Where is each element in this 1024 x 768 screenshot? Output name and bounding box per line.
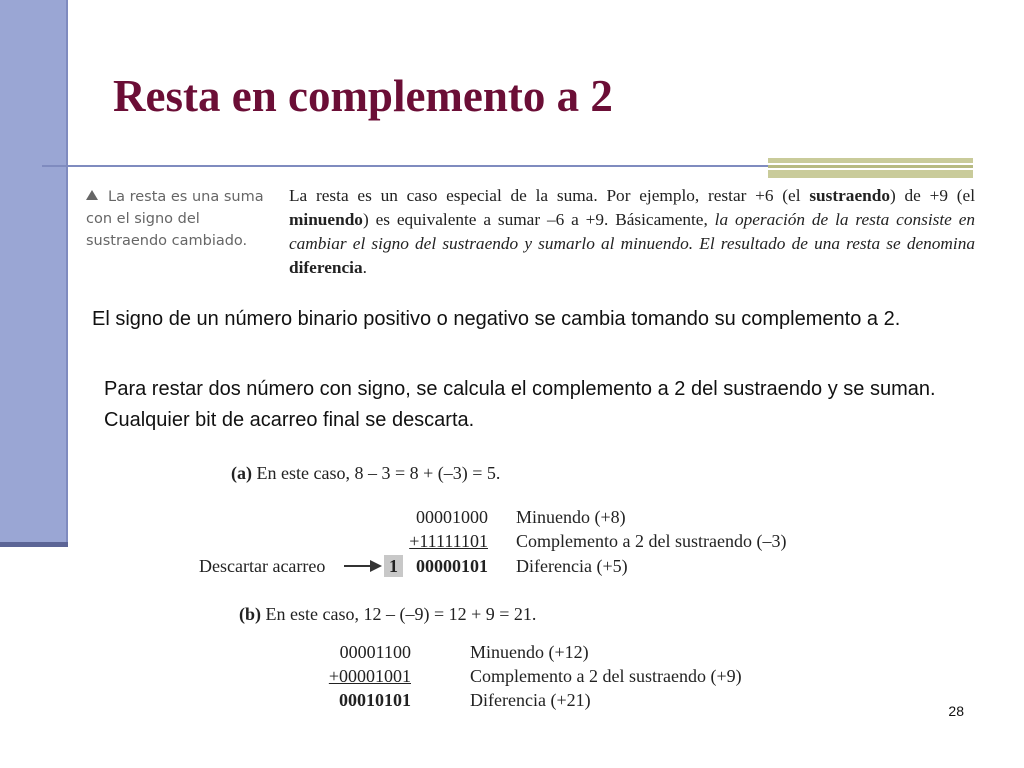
example-b-minuend-desc: Minuendo (+12) <box>470 642 589 662</box>
book-text-segment: ) es equivalente a sumar –6 a +9. Básicamente, <box>362 210 715 229</box>
example-a-label: (a) <box>231 463 252 483</box>
slide-title: Resta en complemento a 2 <box>113 71 613 121</box>
example-a-subtrahend-desc: Complemento a 2 del sustraendo (–3) <box>516 531 787 551</box>
example-b-label: (b) <box>239 604 261 624</box>
example-b-minuend: 00001100 <box>339 642 411 662</box>
page-number: 28 <box>948 703 964 719</box>
book-text-segment: ) de +9 (el <box>889 186 975 205</box>
example-a-heading-text: En este caso, 8 – 3 = 8 + (–3) = 5. <box>256 463 501 483</box>
example-b-subtrahend: +00001001 <box>328 666 411 686</box>
side-note-text: La resta es una suma con el signo del sustraendo cambiado. <box>86 189 264 249</box>
book-text-segment: la operación de la resta consiste en cambiar el signo del sustraendo y sumarlo al minuendo. El resultado de una resta se denomina <box>289 210 976 253</box>
book-excerpt-paragraph <box>289 184 975 280</box>
book-text-segment: . <box>362 258 367 277</box>
book-text-segment: sustraendo <box>809 186 890 205</box>
left-band-shadow <box>0 542 68 547</box>
example-a-heading <box>231 463 500 484</box>
example-b-heading-text: En este caso, 12 – (–9) = 12 + 9 = 21. <box>265 604 537 624</box>
example-b-result-desc: Diferencia (+21) <box>470 690 591 710</box>
example-a-carry-bit: 1 <box>384 555 403 577</box>
example-a-result-desc: Diferencia (+5) <box>516 556 628 576</box>
example-b-subtrahend-desc: Complemento a 2 del sustraendo (+9) <box>470 666 742 686</box>
left-decorative-band <box>0 0 68 546</box>
paragraph-sign-change: El signo de un número binario positivo o negativo se cambia tomando su complemento a 2. <box>92 308 901 330</box>
accent-bar <box>768 158 973 178</box>
example-a-subtrahend: +11111101 <box>409 531 488 551</box>
book-text-segment: minuendo <box>289 210 363 229</box>
book-text-segment: diferencia <box>289 258 363 277</box>
example-a-minuend: 00001000 <box>416 507 488 527</box>
example-a-result: 00000101 <box>416 556 488 576</box>
paragraph-subtraction-method: Para restar dos número con signo, se calcula el complemento a 2 del sustraendo y se suman. Cualquier bit de acarreo final se descarta. <box>104 378 936 431</box>
example-a-carry-label: Descartar acarreo <box>199 556 326 576</box>
example-b-heading <box>239 604 536 625</box>
book-side-note <box>86 186 276 252</box>
example-b-result: 00010101 <box>339 690 411 710</box>
book-text-segment: La resta es un caso especial de la suma. Por ejemplo, restar +6 (el <box>289 186 810 205</box>
example-a-minuend-desc: Minuendo (+8) <box>516 507 626 527</box>
triangle-icon <box>86 190 98 200</box>
